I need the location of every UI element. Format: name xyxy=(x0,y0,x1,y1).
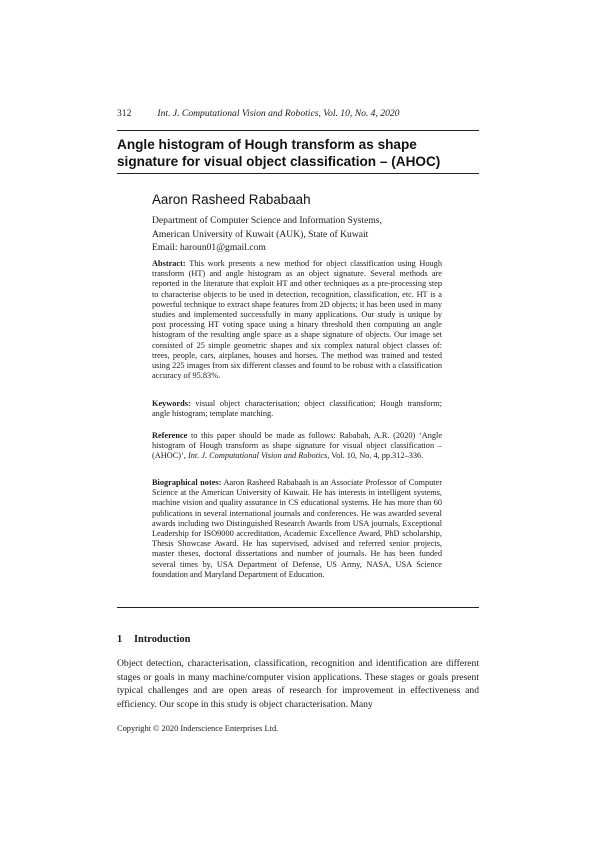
bio-text: Aaron Rasheed Rababaah is an Associate Professor of Computer Science at the American University of Kuwait. He has interests in intelligent systems, machine vision and quality assurance in CS educational systems. He has more than 60 publications in several international journals and conferences. He was awarded several awards including two Distinguished Research Awards from USA journals, Exceptional Leadership for ISO9000 accreditation, Academic Excellence Award, PhD scholarship, Thesis Showcase Award. He has supervised, advised and referred senior projects, master theses, doctoral dissertations and number of journals. He has been funded several times by, USA Department of Defense, US Army, NASA, USA Science foundation and Maryland Department of Education. xyxy=(152,478,442,579)
section-title: Introduction xyxy=(134,634,191,645)
abstract-text: This work presents a new method for object classification using Hough transform (HT) and angle histogram as an object signature. Several methods are reported in the literature that exploit HT and other techniques as a pre-processing step to characterise objects to be used in detection, recognition, classification, etc. HT is a powerful technique to extract shape features from 2D objects; it has been used in many studies and implemented successfully in many applications. Our study is unique by post processing HT voting space using a binary threshold then computing an angle histogram of the resulting angle space as a shape signature of objects. Our image set consisted of 25 simple geometric shapes and six complex natural object classes of: trees, people, cars, airplanes, houses and horses. The method was trained and tested using 225 images from six different classes and found to be robust with a classification accuracy of 95.83%. xyxy=(152,259,442,381)
running-header xyxy=(117,108,479,119)
reference-journal: Int. J. Computational Vision and Robotics xyxy=(187,451,328,461)
keywords-label: Keywords: xyxy=(152,399,191,408)
section-heading xyxy=(117,634,190,645)
bio-label: Biographical notes: xyxy=(152,478,222,487)
paper-title: Angle histogram of Hough transform as shape signature for visual object classification – (AHOC) xyxy=(117,137,441,169)
affiliation-university: American University of Kuwait (AUK), State of Kuwait xyxy=(152,228,369,240)
journal-citation: Int. J. Computational Vision and Robotics, Vol. 10, No. 4, 2020 xyxy=(157,108,400,119)
biographical-notes xyxy=(152,478,442,580)
author-email: Email: haroun01@gmail.com xyxy=(152,242,266,253)
title-bottom-rule xyxy=(117,173,479,174)
page-number: 312 xyxy=(117,108,132,119)
reference-details: , Vol. 10, No. 4, pp.312–336. xyxy=(327,451,424,461)
reference-note xyxy=(152,431,442,462)
abstract xyxy=(152,259,442,381)
affiliation-department: Department of Computer Science and Information Systems, xyxy=(152,215,382,226)
keywords xyxy=(152,399,442,419)
abstract-label: Abstract: xyxy=(152,259,186,268)
copyright-notice: Copyright © 2020 Inderscience Enterprises Ltd. xyxy=(117,724,279,733)
introduction-paragraph: Object detection, characterisation, classification, recognition and identification are different stages or goals in many machine/computer vision applications. These stages or goals present typical challenges and are open areas of research for improvement in effectiveness and efficiency. Our scope in this study is object characterisation. Many xyxy=(117,658,479,710)
affiliation xyxy=(152,214,382,255)
bio-bottom-rule xyxy=(117,607,479,608)
title-top-rule xyxy=(117,130,479,131)
reference-text: to this paper should be made as follows: Rababah, A.R. (2020) ‘Angle histogram of Hough transform as shape signature for visual object classification – (AHOC)’, xyxy=(152,431,442,461)
reference-label: Reference xyxy=(152,431,188,440)
section-number: 1 xyxy=(117,634,123,645)
author-name: Aaron Rasheed Rababaah xyxy=(152,192,311,207)
keywords-text: visual object characterisation; object classification; Hough transform; angle histogram; template matching. xyxy=(152,399,442,419)
